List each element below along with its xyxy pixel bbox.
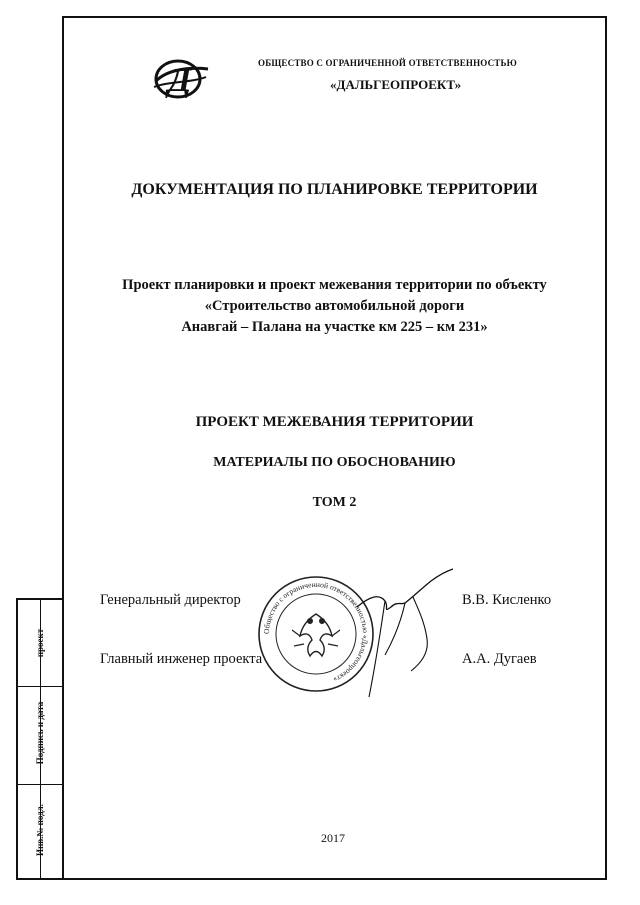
company-logo-icon xyxy=(150,55,212,101)
org-legal-form: ОБЩЕСТВО С ОГРАНИЧЕННОЙ ОТВЕТСТВЕННОСТЬЮ xyxy=(258,58,517,68)
project-line: «Строительство автомобильной дороги xyxy=(204,298,465,314)
chief-engineer-role: Главный инженер проекта xyxy=(100,651,263,667)
project-line: Анавгай – Палана на участке км 225 – км 231» xyxy=(181,319,488,335)
document-year: 2017 xyxy=(321,831,345,845)
volume-label: ТОМ 2 xyxy=(312,495,357,510)
document-title: ДОКУМЕНТАЦИЯ ПО ПЛАНИРОВКЕ ТЕРРИТОРИИ xyxy=(131,181,538,198)
stamp-block xyxy=(16,598,62,880)
project-line: Проект планировки и проект межевания территории по объекту xyxy=(122,277,547,293)
handwritten-signature-icon xyxy=(355,567,465,707)
org-name: «ДАЛЬГЕОПРОЕКТ» xyxy=(330,77,462,92)
director-name: В.В. Кисленко xyxy=(462,592,552,608)
stamp-inv-label: Инв.№ подл. xyxy=(35,804,45,856)
section-subtitle: МАТЕРИАЛЫ ПО ОБОСНОВАНИЮ xyxy=(213,455,456,470)
stamp-project-label: проект xyxy=(35,628,45,658)
page-frame xyxy=(62,16,607,880)
svg-text:Общество с ограниченной ответс xyxy=(262,580,370,685)
chief-engineer-name: А.А. Дугаев xyxy=(462,651,537,667)
stamp-sign-date-label: Подпись и дата xyxy=(35,701,45,765)
project-title xyxy=(62,275,607,338)
section-title: ПРОЕКТ МЕЖЕВАНИЯ ТЕРРИТОРИИ xyxy=(195,414,474,430)
seal-text: Общество с ограниченной ответственностью «Дальгеопроект» xyxy=(261,579,371,685)
logo-letter: Д xyxy=(168,62,192,99)
director-role: Генеральный директор xyxy=(100,592,241,608)
